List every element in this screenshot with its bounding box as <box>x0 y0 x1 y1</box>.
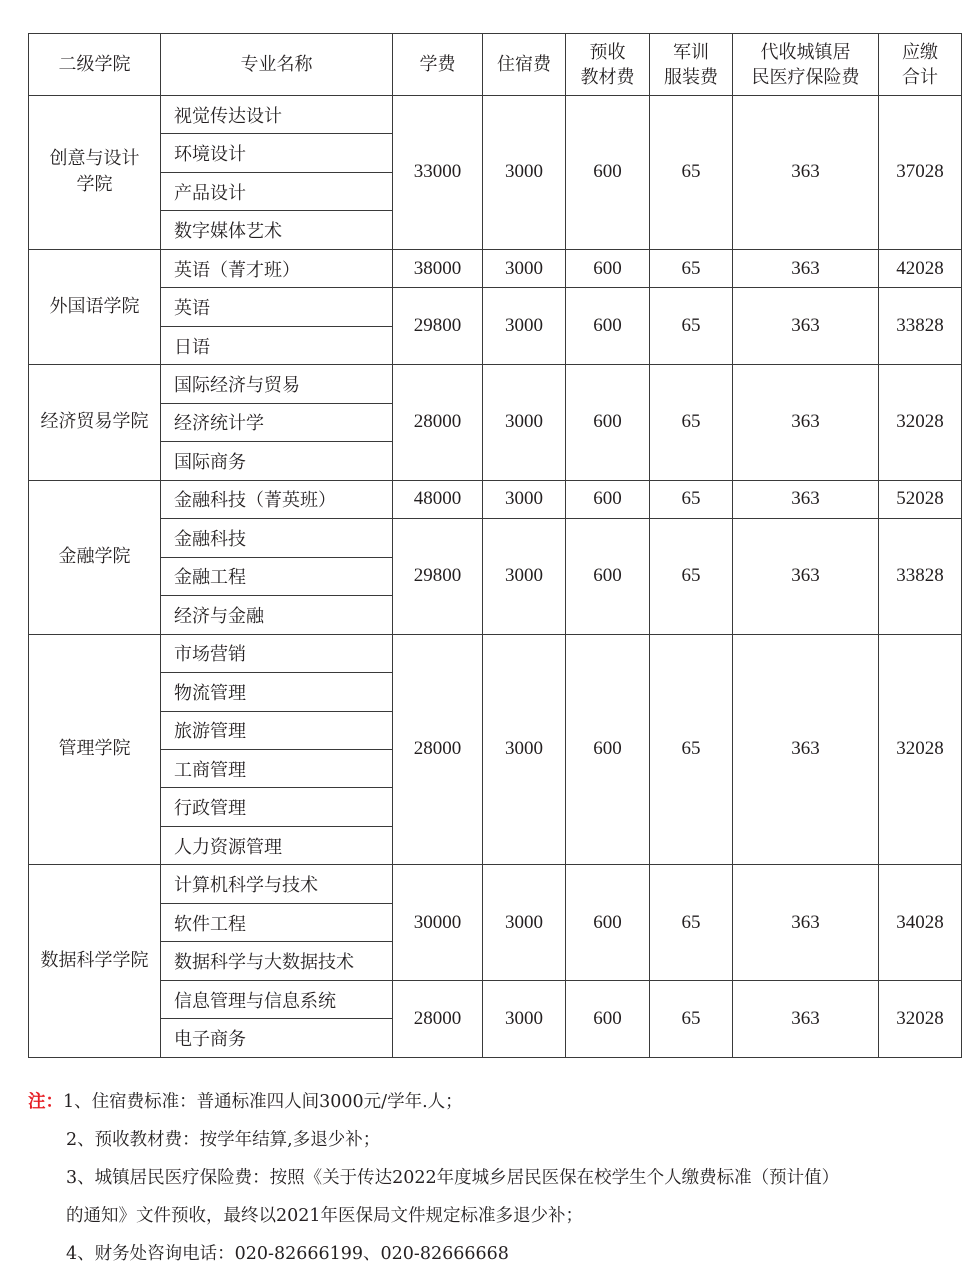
major-name-cell: 金融科技 <box>161 519 393 557</box>
major-name-cell: 金融科技（菁英班） <box>161 480 393 518</box>
housing-cell: 3000 <box>483 519 566 634</box>
insurance-cell: 363 <box>733 865 879 980</box>
insurance-cell: 363 <box>733 365 879 480</box>
insurance-cell: 363 <box>733 96 879 250</box>
fee-table-body <box>29 96 962 1058</box>
header-tuition: 学费 <box>393 34 483 96</box>
college-name: 创意与设计 <box>49 148 140 170</box>
materials-cell: 600 <box>566 980 650 1057</box>
materials-cell: 600 <box>566 249 650 287</box>
college-name-cell <box>29 634 161 865</box>
college-name-cell <box>29 249 161 364</box>
major-name-cell: 行政管理 <box>161 788 393 826</box>
major-name-cell: 产品设计 <box>161 172 393 210</box>
major-name-cell: 数字媒体艺术 <box>161 211 393 249</box>
note-line: 4、财务处咨询电话：020-82666199、020-82666668 <box>66 1244 509 1264</box>
major-name-cell: 英语（菁才班） <box>161 249 393 287</box>
uniform-cell: 65 <box>650 288 733 365</box>
housing-cell: 3000 <box>483 96 566 250</box>
tuition-cell: 28000 <box>393 634 483 865</box>
tuition-cell: 28000 <box>393 365 483 480</box>
college-name-cell <box>29 365 161 480</box>
major-name-cell: 市场营销 <box>161 634 393 672</box>
table-row <box>29 288 962 326</box>
tuition-cell: 38000 <box>393 249 483 287</box>
notes-label: 注： <box>28 1092 63 1112</box>
header-row <box>29 34 962 96</box>
insurance-cell: 363 <box>733 634 879 865</box>
housing-cell: 3000 <box>483 865 566 980</box>
materials-cell: 600 <box>566 865 650 980</box>
total-cell: 32028 <box>879 365 962 480</box>
uniform-cell: 65 <box>650 480 733 518</box>
header-uniform: 军训 服装费 <box>650 34 733 96</box>
college-name: 经济贸易学院 <box>40 411 149 433</box>
housing-cell: 3000 <box>483 365 566 480</box>
header-insurance: 代收城镇居 民医疗保险费 <box>733 34 879 96</box>
note-line: 3、城镇居民医疗保险费：按照《关于传达2022年度城乡居民医保在校学生个人缴费标准（预计值） <box>66 1168 840 1188</box>
major-name-cell: 国际经济与贸易 <box>161 365 393 403</box>
college-name: 外国语学院 <box>49 296 140 318</box>
college-name: 金融学院 <box>58 546 131 568</box>
college-name-cell <box>29 480 161 634</box>
table-row <box>29 96 962 134</box>
major-name-cell: 旅游管理 <box>161 711 393 749</box>
college-name: 管理学院 <box>58 738 131 760</box>
tuition-cell: 30000 <box>393 865 483 980</box>
housing-cell: 3000 <box>483 249 566 287</box>
table-row <box>29 634 962 672</box>
major-name-cell: 英语 <box>161 288 393 326</box>
note-line <box>28 1083 973 1121</box>
tuition-cell: 29800 <box>393 519 483 634</box>
housing-cell: 3000 <box>483 980 566 1057</box>
table-row <box>29 980 962 1018</box>
table-row <box>29 249 962 287</box>
total-cell: 52028 <box>879 480 962 518</box>
fee-table <box>28 33 962 1058</box>
materials-cell: 600 <box>566 96 650 250</box>
uniform-cell: 65 <box>650 519 733 634</box>
total-cell: 32028 <box>879 634 962 865</box>
college-name: 数据科学学院 <box>40 950 149 972</box>
note-line: 2、预收教材费：按学年结算,多退少补； <box>66 1130 381 1150</box>
materials-cell: 600 <box>566 634 650 865</box>
major-name-cell: 电子商务 <box>161 1019 393 1057</box>
uniform-cell: 65 <box>650 249 733 287</box>
college-name-cell <box>29 96 161 250</box>
major-name-cell: 国际商务 <box>161 442 393 480</box>
insurance-cell: 363 <box>733 519 879 634</box>
major-name-cell: 信息管理与信息系统 <box>161 980 393 1018</box>
tuition-cell: 29800 <box>393 288 483 365</box>
major-name-cell: 金融工程 <box>161 557 393 595</box>
uniform-cell: 65 <box>650 634 733 865</box>
materials-cell: 600 <box>566 288 650 365</box>
major-name-cell: 日语 <box>161 326 393 364</box>
table-row <box>29 365 962 403</box>
total-cell: 37028 <box>879 96 962 250</box>
header-total: 应缴 合计 <box>879 34 962 96</box>
note-text: 1、住宿费标准：普通标准四人间3000元/学年.人； <box>63 1092 463 1112</box>
materials-cell: 600 <box>566 365 650 480</box>
header-housing: 住宿费 <box>483 34 566 96</box>
materials-cell: 600 <box>566 480 650 518</box>
insurance-cell: 363 <box>733 980 879 1057</box>
college-name: 学院 <box>76 174 113 196</box>
uniform-cell: 65 <box>650 365 733 480</box>
uniform-cell: 65 <box>650 865 733 980</box>
major-name-cell: 计算机科学与技术 <box>161 865 393 903</box>
major-name-cell: 人力资源管理 <box>161 826 393 864</box>
table-row <box>29 519 962 557</box>
insurance-cell: 363 <box>733 288 879 365</box>
header-major: 专业名称 <box>161 34 393 96</box>
insurance-cell: 363 <box>733 249 879 287</box>
housing-cell: 3000 <box>483 288 566 365</box>
major-name-cell: 工商管理 <box>161 749 393 787</box>
total-cell: 42028 <box>879 249 962 287</box>
total-cell: 34028 <box>879 865 962 980</box>
major-name-cell: 物流管理 <box>161 673 393 711</box>
insurance-cell: 363 <box>733 480 879 518</box>
header-college: 二级学院 <box>29 34 161 96</box>
total-cell: 33828 <box>879 519 962 634</box>
major-name-cell: 经济统计学 <box>161 403 393 441</box>
total-cell: 32028 <box>879 980 962 1057</box>
tuition-cell: 33000 <box>393 96 483 250</box>
materials-cell: 600 <box>566 519 650 634</box>
major-name-cell: 软件工程 <box>161 903 393 941</box>
notes-section <box>28 1083 973 1273</box>
major-name-cell: 数据科学与大数据技术 <box>161 942 393 980</box>
housing-cell: 3000 <box>483 480 566 518</box>
uniform-cell: 65 <box>650 980 733 1057</box>
major-name-cell: 经济与金融 <box>161 596 393 634</box>
tuition-cell: 48000 <box>393 480 483 518</box>
major-name-cell: 视觉传达设计 <box>161 96 393 134</box>
table-row <box>29 480 962 518</box>
table-row <box>29 865 962 903</box>
total-cell: 33828 <box>879 288 962 365</box>
note-line: 的通知》文件预收，最终以2021年医保局文件规定标准多退少补； <box>66 1206 584 1226</box>
major-name-cell: 环境设计 <box>161 134 393 172</box>
header-materials: 预收 教材费 <box>566 34 650 96</box>
housing-cell: 3000 <box>483 634 566 865</box>
uniform-cell: 65 <box>650 96 733 250</box>
tuition-cell: 28000 <box>393 980 483 1057</box>
college-name-cell <box>29 865 161 1057</box>
